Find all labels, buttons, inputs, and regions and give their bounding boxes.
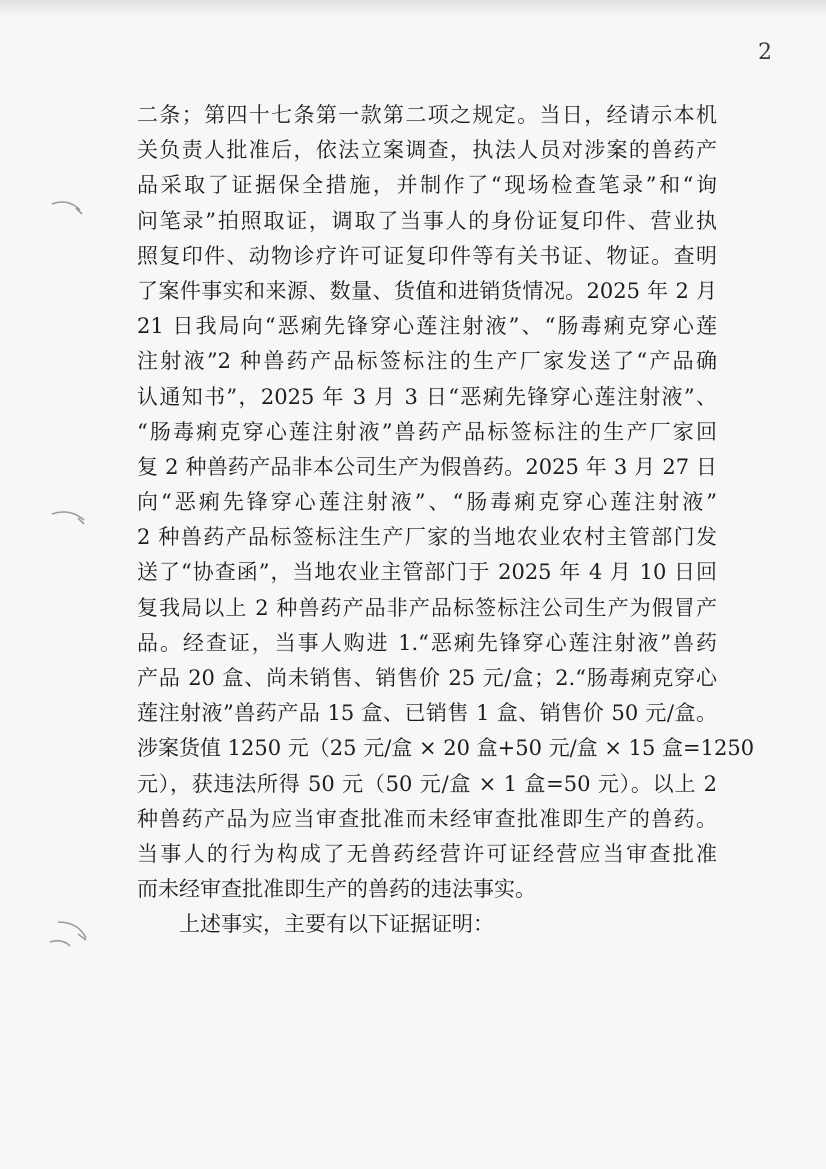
text-line: 元），获违法所得 50 元（50 元/盒 × 1 盒=50 元）。以上 2 [137, 771, 717, 796]
text-line: 注射液”2 种兽药产品标签标注的生产厂家发送了“产品确 [137, 349, 717, 374]
text-line: 莲注射液”兽药产品 15 盒、已销售 1 盒、销售价 50 元/盒。 [137, 701, 717, 726]
text-line: 产品 20 盒、尚未销售、销售价 25 元/盒；2.“肠毒痢克穿心 [137, 666, 717, 690]
evidence-intro: 上述事实，主要有以下证据证明： [179, 912, 494, 937]
text-line: 2 种兽药产品标签标注生产厂家的当地农业农村主管部门发 [137, 525, 717, 550]
text-line: 当事人的行为构成了无兽药经营许可证经营应当审查批准 [137, 841, 717, 866]
text-line: 涉案货值 1250 元（25 元/盒 × 20 盒+50 元/盒 × 15 盒=1250 [137, 736, 755, 761]
text-line: 送了“协查函”，当地农业主管部门于 2025 年 4 月 10 日回 [137, 560, 717, 585]
body-text [137, 98, 755, 943]
punch-hole-mark [48, 196, 88, 226]
text-line: 照复印件、动物诊疗许可证复印件等有关书证、物证。查明 [137, 243, 717, 268]
page-number: 2 [758, 40, 772, 65]
text-line: 复我局以上 2 种兽药产品非产品标签标注公司生产为假冒产 [137, 595, 717, 620]
text-line: 21 日我局向“恶痢先锋穿心莲注射液”、“肠毒痢克穿心莲 [137, 314, 717, 339]
text-line: 二条；第四十七条第一款第二项之规定。当日，经请示本机 [137, 103, 717, 127]
text-line: 关负责人批准后，依法立案调查，执法人员对涉案的兽药产 [137, 138, 717, 163]
text-line: 向“恶痢先锋穿心莲注射液”、“肠毒痢克穿心莲注射液” [137, 490, 717, 515]
text-line: 种兽药产品为应当审查批准而未经审查批准即生产的兽药。 [137, 806, 717, 831]
text-line: 而未经审查批准即生产的兽药的违法事实。 [137, 877, 536, 902]
text-line: 品采取了证据保全措施，并制作了“现场检查笔录”和“询 [137, 173, 717, 198]
punch-hole-mark [48, 934, 88, 964]
scan-edge-shadow [0, 0, 826, 18]
text-line: 认通知书”，2025 年 3 月 3 日“恶痢先锋穿心莲注射液”、 [137, 384, 717, 409]
punch-hole-mark [48, 504, 88, 534]
text-line: 问笔录”拍照取证，调取了当事人的身份证复印件、营业执 [137, 208, 717, 233]
text-line: “肠毒痢克穿心莲注射液”兽药产品标签标注的生产厂家回 [137, 419, 717, 444]
text-line: 复 2 种兽药产品非本公司生产为假兽药。2025 年 3 月 27 日 [137, 454, 717, 479]
text-line: 品。经查证，当事人购进 1.“恶痢先锋穿心莲注射液”兽药 [137, 630, 717, 655]
text-line: 了案件事实和来源、数量、货值和进销货情况。2025 年 2 月 [137, 278, 717, 303]
